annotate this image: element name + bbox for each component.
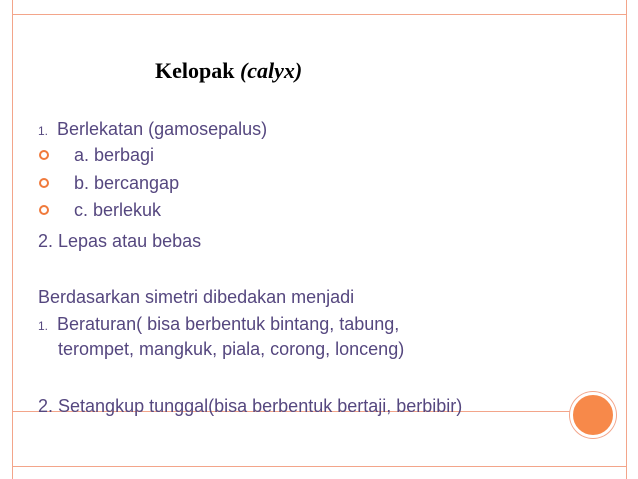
item-text: a. berbagi <box>74 145 155 165</box>
accent-circle <box>570 392 616 438</box>
list-item <box>38 230 201 252</box>
bullet-icon <box>39 150 49 160</box>
slide-title <box>155 58 302 84</box>
item-number: 1. <box>38 319 49 333</box>
list-item <box>38 395 462 417</box>
bullet-icon <box>39 178 49 188</box>
list-item <box>74 199 161 221</box>
item-text: Berlekatan (gamosepalus) <box>57 119 268 139</box>
item-text: b. bercangap <box>74 173 180 193</box>
frame-left-line <box>12 0 13 479</box>
item-text: c. berlekuk <box>74 200 162 220</box>
frame-top-line <box>12 14 626 15</box>
title-italic: (calyx) <box>239 58 303 83</box>
list-item <box>38 118 267 142</box>
section-heading <box>38 286 354 308</box>
item-text: 2. Lepas atau bebas <box>38 231 202 251</box>
list-item <box>74 172 179 194</box>
item-text: 2. Setangkup tunggal(bisa berbentuk bertaji, berbibir) <box>38 396 463 416</box>
item-text: Berdasarkan simetri dibedakan menjadi <box>38 287 355 307</box>
bullet-icon <box>39 205 49 215</box>
list-item <box>38 313 399 337</box>
title-main: Kelopak <box>155 58 240 83</box>
item-text: terompet, mangkuk, piala, corong, lonceng) <box>58 339 405 359</box>
item-number: 1. <box>38 124 49 138</box>
frame-right-line <box>626 0 627 479</box>
item-text: Beraturan( bisa berbentuk bintang, tabung, <box>57 314 400 334</box>
list-item-continuation <box>58 338 404 360</box>
list-item <box>74 144 154 166</box>
frame-bottom-line <box>12 466 626 467</box>
